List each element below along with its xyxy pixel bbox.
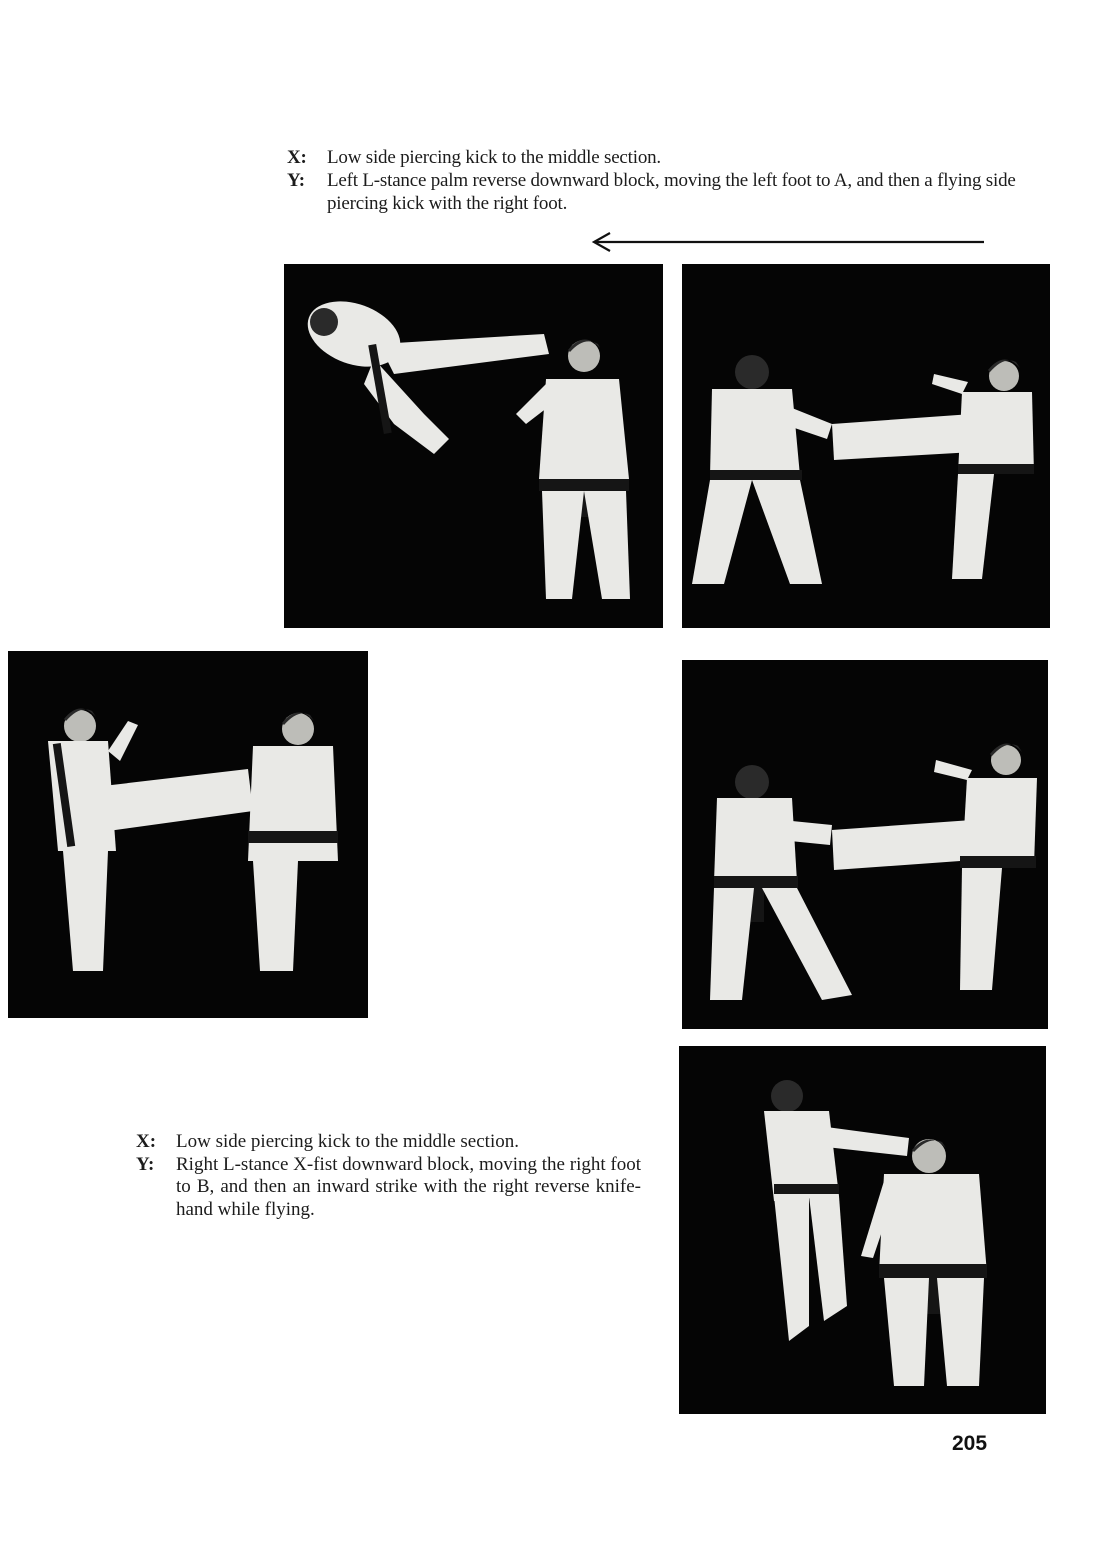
defender-label: Y: [136, 1153, 155, 1175]
attacker-label: X: [136, 1131, 157, 1152]
top-caption-x-row [287, 146, 1047, 169]
bottom-caption [136, 1131, 641, 1221]
attacker-description: Low side piercing kick to the middle section. [176, 1131, 519, 1152]
bottom-caption-x-row [136, 1131, 641, 1154]
bottom-caption-y-row [136, 1154, 641, 1222]
top-caption [287, 146, 1047, 215]
defender-description: Right L-stance X-fist downward block, moving the right foot to B, and then an inward strike with the right reverse knife-hand while flying. [176, 1153, 641, 1220]
photo-palm-block [682, 264, 1050, 628]
defender-label: Y: [287, 170, 305, 191]
attacker-label: X: [287, 147, 307, 168]
arrow-left-icon [590, 232, 986, 254]
photo-flying-knife-hand [679, 1046, 1046, 1414]
attacker-description: Low side piercing kick to the middle section. [327, 147, 661, 168]
defender-description: Left L-stance palm reverse downward block, moving the left foot to A, and then a flying side piercing kick with the right foot. [327, 170, 1016, 214]
top-caption-y-row [287, 169, 1047, 215]
photo-x-fist-block [682, 660, 1048, 1029]
page-number: 205 [952, 1432, 988, 1455]
photo-low-side-kick [8, 651, 368, 1018]
photo-flying-side-kick [284, 264, 663, 628]
